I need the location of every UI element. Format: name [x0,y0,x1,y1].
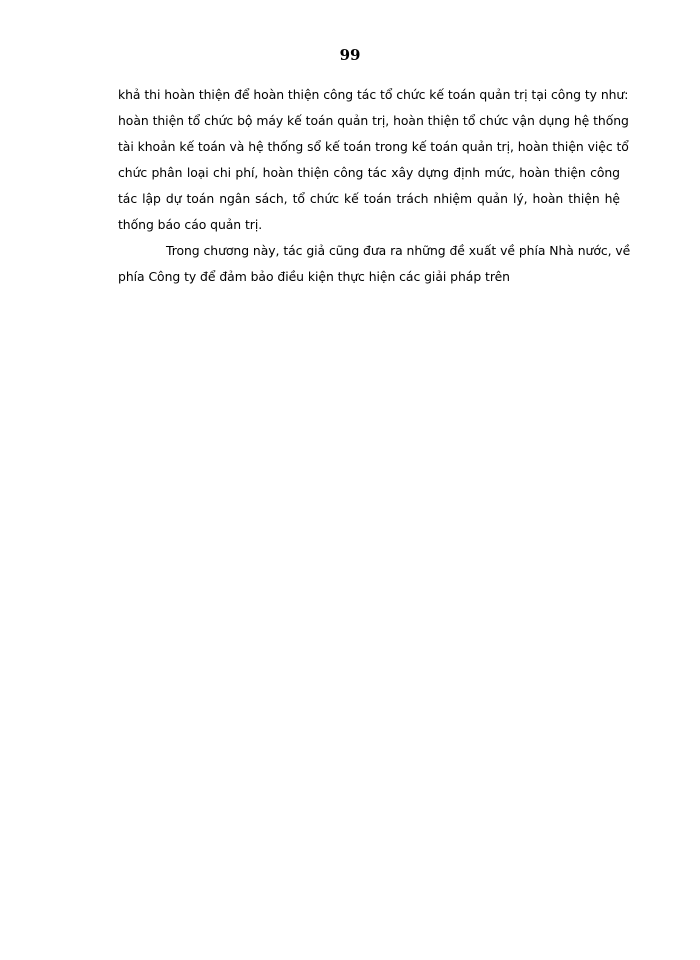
text-line: phía Công ty để đảm bảo điều kiện thực hiện các giải pháp trên [118,269,510,284]
text-line: thống báo cáo quản trị. [118,217,263,232]
page-number: 99 [339,46,361,64]
text-line: Trong chương này, tác giả cũng đưa ra những đề xuất về phía Nhà nước, về [166,243,631,258]
text-line: hoàn thiện tổ chức bộ máy kế toán quản trị, hoàn thiện tổ chức vận dụng hệ thống [118,113,629,128]
paragraph-2 [118,238,631,290]
body-text [118,82,631,290]
text-line: khả thi hoàn thiện để hoàn thiện công tác tổ chức kế toán quản trị tại công ty như: [118,87,629,102]
paragraph-1 [118,82,629,238]
text-line: tác lập dự toán ngân sách, tổ chức kế toán trách nhiệm quản lý, hoàn thiện hệ [118,191,620,206]
text-line: chức phân loại chi phí, hoàn thiện công tác xây dựng định mức, hoàn thiện công [118,165,620,180]
text-line: tài khoản kế toán và hệ thống sổ kế toán trong kế toán quản trị, hoàn thiện việc tổ [118,139,629,154]
